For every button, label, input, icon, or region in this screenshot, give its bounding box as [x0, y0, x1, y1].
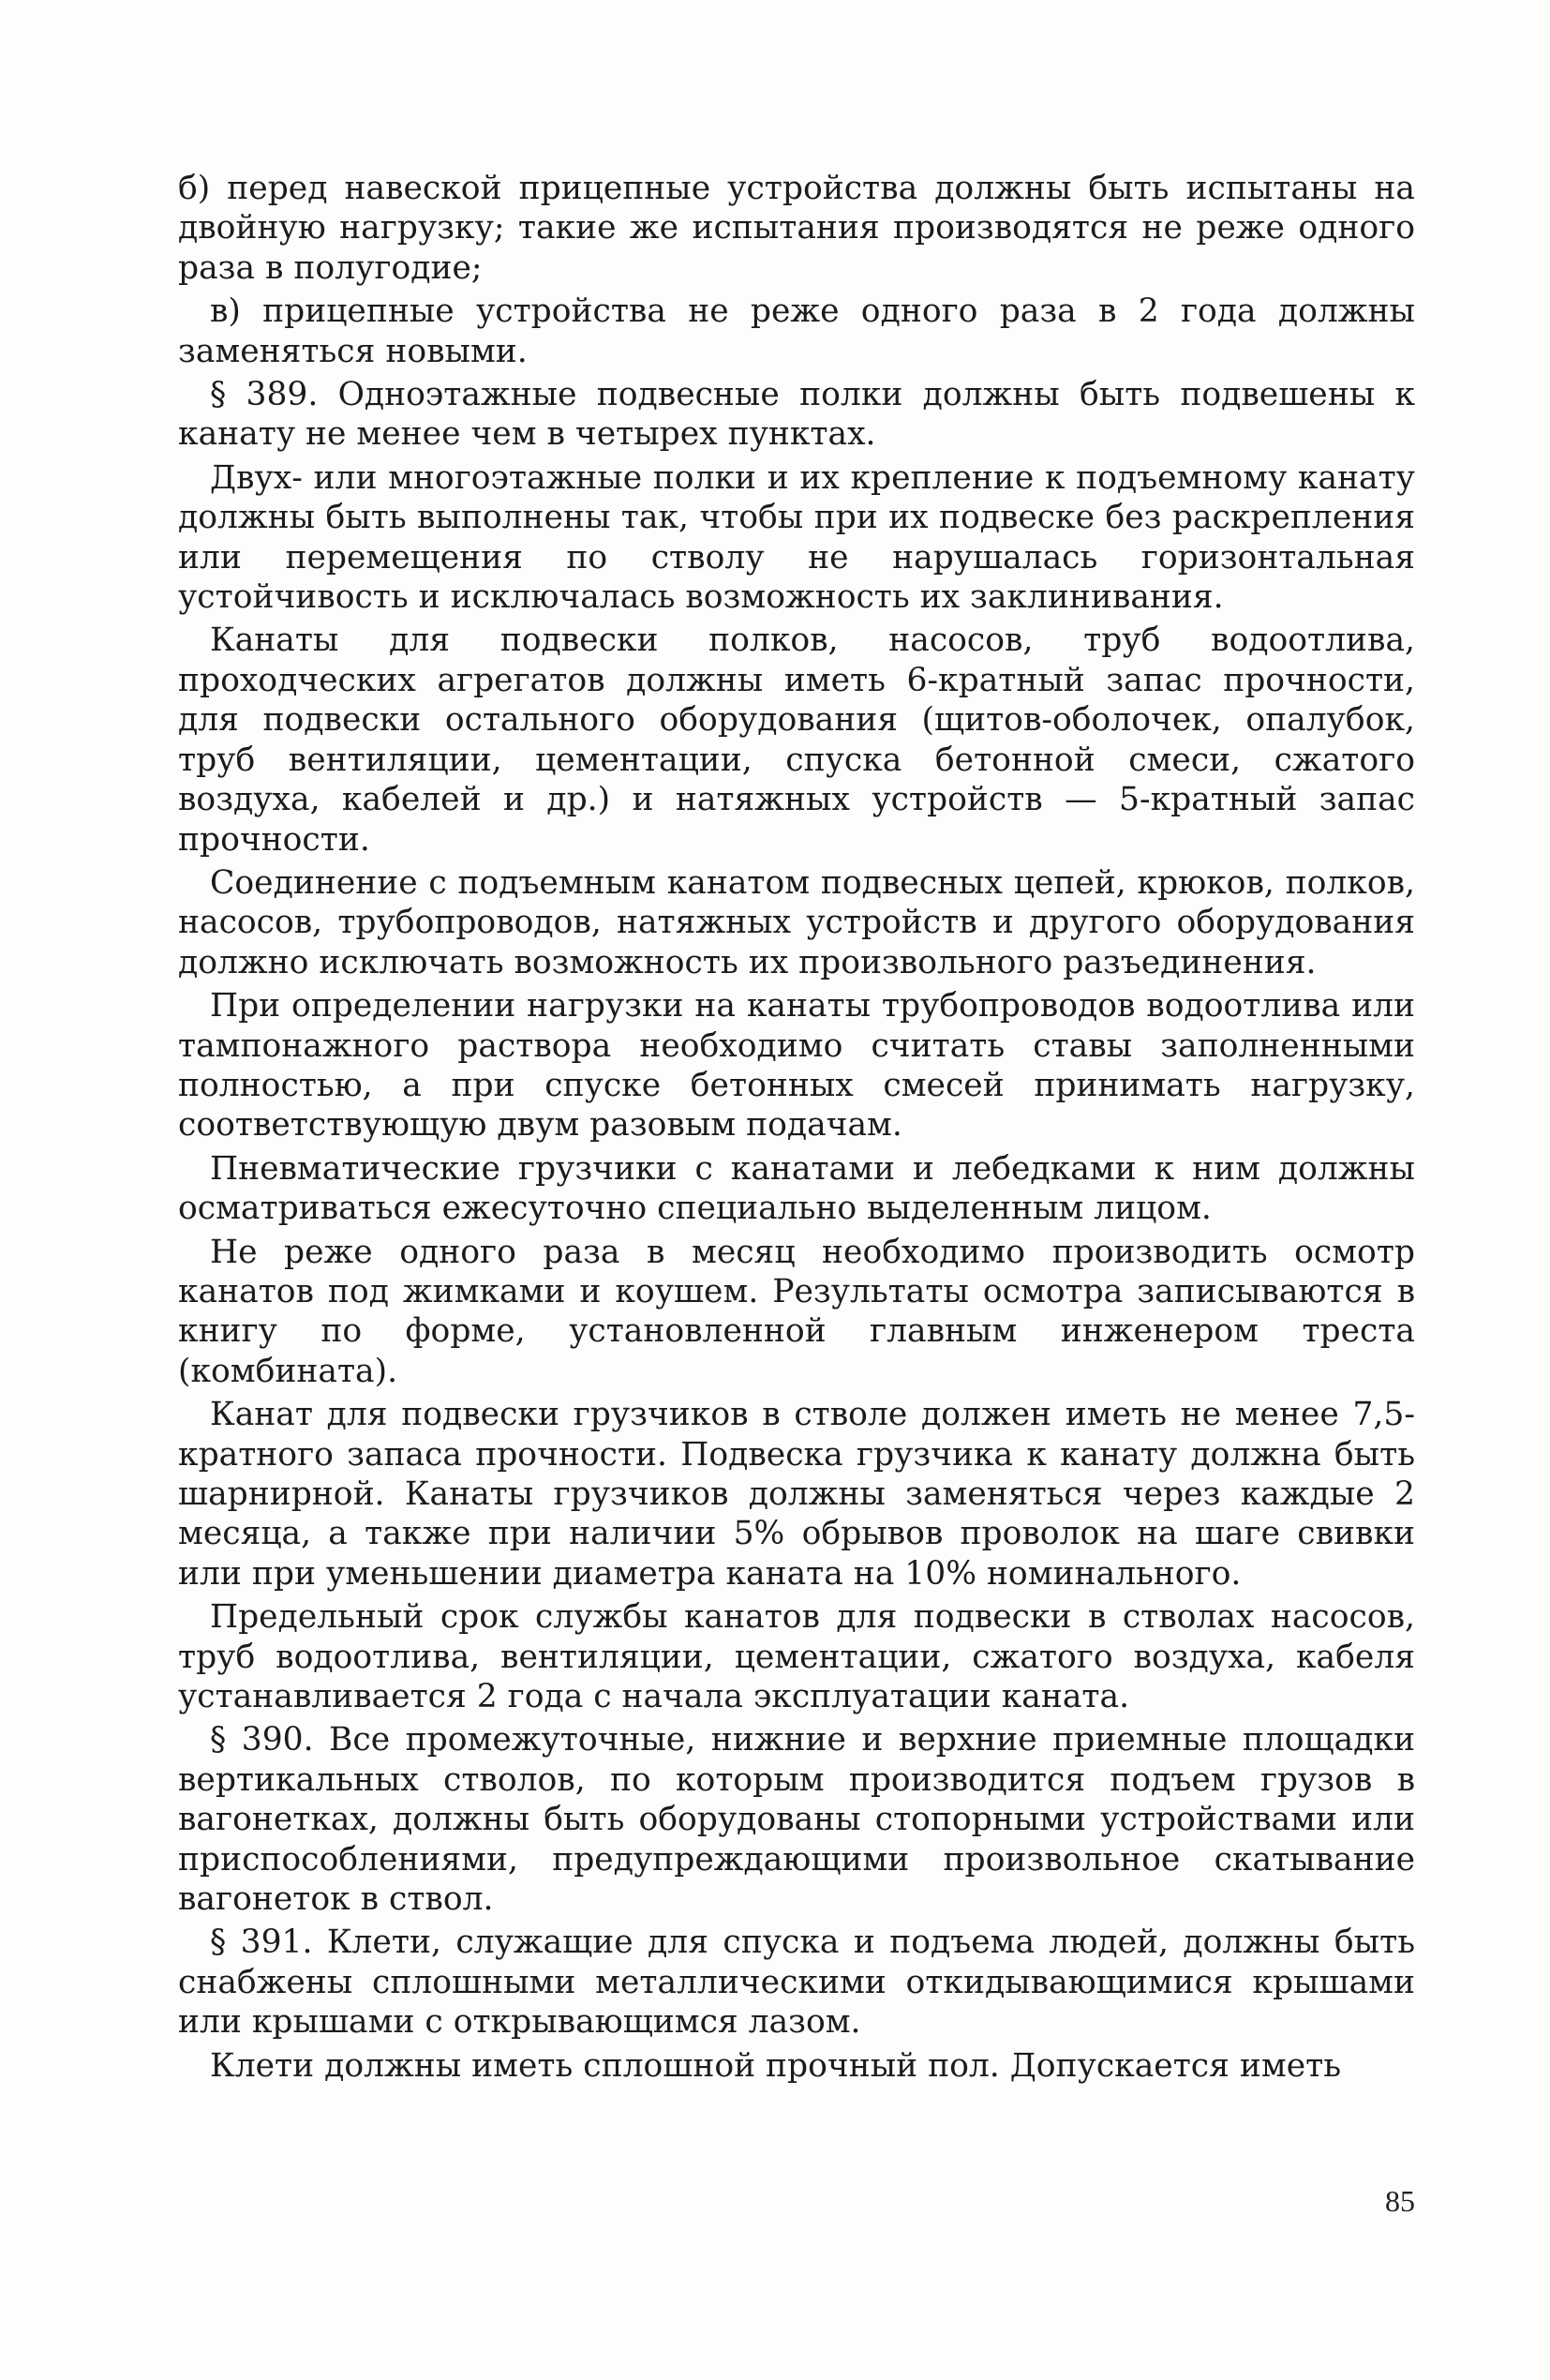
paragraph-load-calculation: При определении нагрузки на канаты трубопроводов водоотлива или тампонажного раствора необходимо считать ставы заполненными полностью, а при спуске бетонных смесей принимать нагрузку, соответствующую двум разовым подачам. [178, 987, 1415, 1145]
page-number: 85 [1385, 2184, 1415, 2218]
paragraph-v: в) прицепные устройства не реже одного раза в 2 года должны заменяться новыми. [178, 292, 1415, 370]
paragraph-391: § 391. Клети, служащие для спуска и подъема людей, должны быть снабжены сплошными металлическими откидывающимися крышами или крышами с открывающимся лазом. [178, 1923, 1415, 2042]
paragraph-pneumatic-loaders: Пневматические грузчики с канатами и лебедками к ним должны осматриваться ежесуточно специально выделенным лицом. [178, 1149, 1415, 1228]
paragraph-loader-rope: Канат для подвески грузчиков в стволе должен иметь не менее 7,5-кратного запаса прочности. Подвеска грузчика к канату должна быть шарнирной. Канаты грузчиков должны заменяться через каждые 2 месяца, а также при наличии 5% обрывов проволок на шаге свивки или при уменьшении диаметра каната на 10% номинального. [178, 1396, 1415, 1593]
paragraph-service-life: Предельный срок службы канатов для подвески в стволах насосов, труб водоотлива, вентиляции, цементации, сжатого воздуха, кабеля устанавливается 2 года с начала эксплуатации каната. [178, 1598, 1415, 1716]
paragraph-connection: Соединение с подъемным канатом подвесных цепей, крюков, полков, насосов, трубопроводов, натяжных устройств и другого оборудования должно исключать возможность их произвольного разъединения. [178, 863, 1415, 981]
paragraph-389: § 389. Одноэтажные подвесные полки должны быть подвешены к канату не менее чем в четырех пунктах. [178, 376, 1415, 454]
paragraph-ropes-safety: Канаты для подвески полков, насосов, труб водоотлива, проходческих агрегатов должны иметь 6-кратный запас прочности, для подвески остального оборудования (щитов-оболочек, опалубок, труб вентиляции, цементации, спуска бетонной смеси, сжатого воздуха, кабелей и др.) и натяжных устройств — 5-кратный запас прочности. [178, 621, 1415, 859]
paragraph-b: б) перед навеской прицепные устройства должны быть испытаны на двойную нагрузку; такие же испытания производятся не реже одного раза в полугодие; [178, 170, 1415, 287]
paragraph-multistory-shelves: Двух- или многоэтажные полки и их крепление к подъемному канату должны быть выполнены так, чтобы при их подвеске без раскрепления или перемещения по стволу не нарушалась горизонтальная устойчивость и исключалась возможность их заклинивания. [178, 458, 1415, 617]
body-text [178, 169, 1415, 2089]
paragraph-monthly-inspection: Не реже одного раза в месяц необходимо производить осмотр канатов под жимками и коушем. Результаты осмотра записываются в книгу по форме, установленной главным инженером треста (комбината). [178, 1233, 1415, 1390]
paragraph-390: § 390. Все промежуточные, нижние и верхние приемные площадки вертикальных стволов, по которым производится подъем грузов в вагонетках, должны быть оборудованы стопорными устройствами или приспособлениями, предупреждающими произвольное скатывание вагонеток в ствол. [178, 1721, 1415, 1919]
paragraph-cage-floor: Клети должны иметь сплошной прочный пол. Допускается иметь [210, 2046, 1341, 2085]
